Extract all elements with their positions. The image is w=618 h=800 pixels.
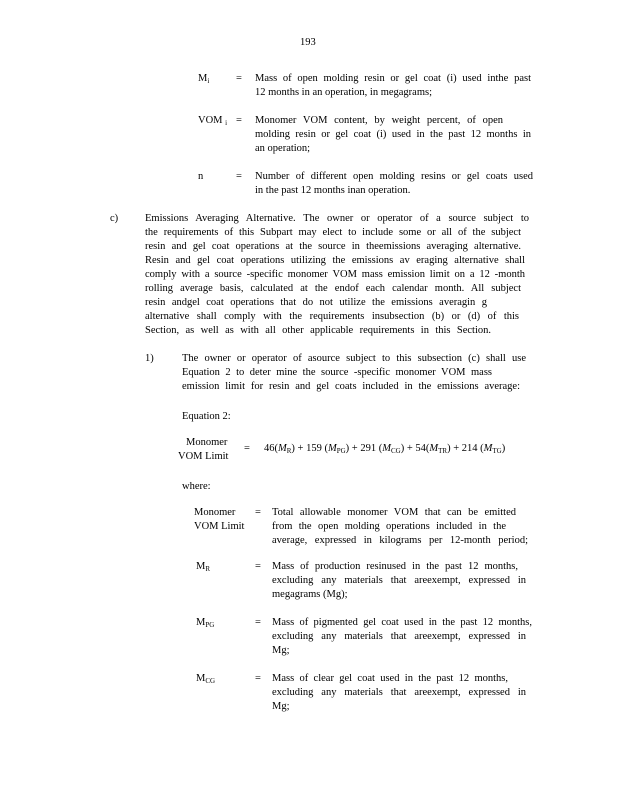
definition-text-line: Mg;	[272, 701, 290, 712]
section-c-line: Section, as well as with all other applicable requirements in this Section.	[145, 325, 491, 336]
item-label: 1)	[145, 353, 154, 364]
page-number: 193	[300, 37, 316, 48]
equation-label: Equation 2:	[182, 411, 231, 422]
definition-text-line: Mg;	[272, 645, 290, 656]
item-1-line: emission limit for resin and gel coats included in the emissions average:	[182, 381, 520, 392]
where-label: where:	[182, 481, 211, 492]
definition-text-line: in the past 12 months inan operation.	[255, 185, 411, 196]
section-c-line: resin andgel coat operations that do not utilize the emissions averagin g	[145, 297, 487, 308]
equation-rhs	[264, 442, 505, 458]
definition-text-line: excluding any materials that areexempt, expressed in	[272, 575, 526, 586]
equals-sign: =	[236, 73, 242, 84]
definition-symbol: n	[198, 171, 204, 182]
definition-symbol: Monomer	[194, 507, 236, 518]
equals-sign: =	[236, 171, 242, 182]
equals-sign: =	[255, 507, 261, 518]
definition-text-line: Mass of open molding resin or gel coat (i) used inthe past	[255, 73, 531, 84]
definition-text-line: Mass of pigmented gel coat used in the past 12 months,	[272, 617, 532, 628]
definition-text-line: Mass of production resinused in the past 12 months,	[272, 561, 518, 572]
definition-text-line: excluding any materials that areexempt, expressed in	[272, 687, 526, 698]
definition-text-line: Total allowable monomer VOM that can be emitted	[272, 507, 516, 518]
term-mtg: + 214 $(M_{TG})$	[450, 443, 506, 455]
definition-symbol: $M_R$	[196, 561, 211, 573]
definition-text-line: molding resin or gel coat (i) used in the past 12 months in	[255, 129, 531, 140]
section-c-line: comply with a source -specific monomer VOM mass emission limit on a 12 -month	[145, 269, 525, 280]
definition-text-line: Number of different open molding resins or gel coats used	[255, 171, 533, 182]
section-c-line: alternative shall comply with the requirements insubsection (b) or (d) of this	[145, 311, 519, 322]
equals-sign: =	[255, 617, 261, 628]
definition-text-line: excluding any materials that areexempt, expressed in	[272, 631, 526, 642]
equals-sign: =	[255, 673, 261, 684]
section-c-line: Resin and gel coat operations utilizing the emissions av eraging alternative shall	[145, 255, 525, 266]
section-label: c)	[110, 213, 119, 224]
definition-symbol: $M_{PG}$	[196, 617, 215, 629]
definition-text-line: an operation;	[255, 143, 311, 154]
section-c-line: rolling average basis, calculated at the endof each calendar month. All subject	[145, 283, 521, 294]
equals-sign: =	[255, 561, 261, 572]
section-c-line: the requirements of this Subpart may elect to include some or all of the subject	[145, 227, 521, 238]
definition-text-line: 12 months in an operation, in megagrams;	[255, 87, 433, 98]
definition-symbol-line2: VOM Limit	[194, 521, 245, 532]
term-mcg: + 291 $(M_{CG})$	[349, 443, 405, 455]
term-mpg: + 159 $(M_{PG})$	[294, 443, 350, 455]
definition-symbol: $M_{CG}$	[196, 673, 216, 685]
definition-text-line: Monomer VOM content, by weight percent, of open	[255, 115, 503, 126]
term-mr: $46(M_R)$	[264, 443, 295, 455]
section-c-line: resin and gel coat operations at the source in theemissions averaging alternative.	[145, 241, 521, 252]
definition-text-line: from the open molding operations included in the	[272, 521, 506, 532]
definition-text-line: Mass of clear gel coat used in the past 12 months,	[272, 673, 508, 684]
term-mtr: + $54(M_{TR})$	[404, 443, 451, 455]
item-1-line: The owner or operator of asource subject to this subsection (c) shall use	[182, 353, 526, 364]
equation-equals: =	[244, 443, 250, 454]
item-1-line: Equation 2 to deter mine the source -specific monomer VOM mass	[182, 367, 492, 378]
equation-lhs-line1: Monomer	[186, 437, 228, 448]
equals-sign: =	[236, 115, 242, 126]
equation-lhs-line2: VOM Limit	[178, 451, 229, 462]
definition-text-line: megagrams (Mg);	[272, 589, 348, 600]
section-c-line: Emissions Averaging Alternative. The owner or operator of a source subject to	[145, 213, 529, 224]
definition-symbol: VOM $_i$	[198, 115, 228, 127]
definition-symbol: $M_i$	[198, 73, 210, 85]
definition-text-line: average, expressed in kilograms per 12-month period;	[272, 535, 528, 546]
